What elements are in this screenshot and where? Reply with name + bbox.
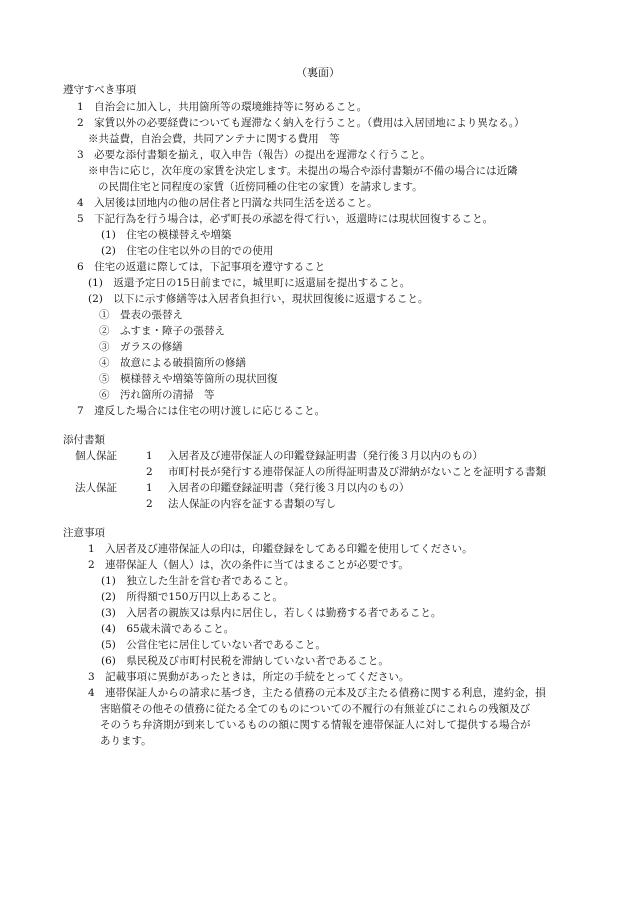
obligations-heading: 遵守すべき事項 [63, 84, 137, 96]
attachment-number: 2 [146, 498, 153, 510]
note-line: 1 入居者及び連帯保証人の印は，印鑑登録をしてある印鑑を使用してください。 [88, 543, 473, 555]
note-condition: (5) 公営住宅に居住していない者であること。 [101, 639, 326, 651]
repair-item: ④ 故意による破損箇所の修繕 [99, 357, 246, 369]
obligation-line: 2 家賃以外の必要経費についても遅滞なく納入を行うこと。（費用は入居団地により異なる。） [77, 117, 525, 129]
obligation-line: 5 下記行為を行う場合は，必ず町長の承認を得て行い，返還時には現状回復すること。 [77, 213, 494, 225]
corporate-guarantee-label: 法人保証 [75, 482, 117, 494]
note-condition: (2) 所得額で150万円以上あること。 [101, 591, 283, 603]
repair-item: ⑥ 汚れ箇所の清掃 等 [99, 389, 215, 401]
obligation-line: 3 必要な添付書類を揃え，収入申告（報告）の提出を遅滞なく行うこと。 [77, 149, 431, 161]
page-side-header: （裏面） [296, 66, 340, 79]
personal-guarantee-label: 個人保証 [75, 450, 117, 462]
note-line: 3 記載事項に異動があったときは，所定の手続をとってください。 [88, 671, 410, 683]
obligation-line: 7 違反した場合には住宅の明け渡しに応じること。 [77, 405, 326, 417]
attachment-item: 入居者及び連帯保証人の印鑑登録証明書（発行後３月以内のもの） [168, 450, 483, 462]
obligation-line: 6 住宅の返還に際しては，下記事項を遵守すること [77, 261, 326, 273]
note-line: 4 連帯保証人からの請求に基づき，主たる債務の元本及び主たる債務に関する利息，違約金，損 [88, 687, 546, 699]
repair-item: ③ ガラスの修繕 [99, 341, 183, 353]
obligation-line: 4 入居後は団地内の他の居住者と円満な共同生活を送ること。 [77, 197, 378, 209]
obligation-subitem: (1) 住宅の模様替えや増築 [101, 229, 232, 241]
obligation-note: ※申告に応じ，次年度の家賃を決定します。未提出の場合や添付書類が不備の場合には近隣 [88, 165, 518, 177]
obligation-note: の民間住宅と同程度の家賃（近傍同種の住宅の家賃）を請求します。 [98, 181, 423, 193]
note-line: 害賠償その他その債務に従たる全てのものについての不履行の有無並びにこれらの残額及び [100, 703, 531, 715]
obligation-subitem: (2) 以下に示す修繕等は入居者負担行い，現状回復後に返還すること。 [88, 293, 429, 305]
note-line: 2 連帯保証人（個人）は，次の条件に当てはまることが必要です。 [88, 559, 409, 571]
attachment-item: 市町村長が発行する連帯保証人の所得証明書及び滞納がないことを証明する書類 [168, 466, 546, 478]
note-condition: (3) 入居者の親族又は県内に居住し，若しくは勤務する者であること。 [101, 607, 442, 619]
note-condition: (6) 県民税及び市町村民税を滞納していない者であること。 [101, 655, 389, 667]
attachment-item: 法人保証の内容を証する書類の写し [168, 498, 336, 510]
note-line: そのうち弁済期が到来しているものの額に関する情報を連帯保証人に対して提供する場合が [100, 719, 531, 731]
note-condition: (1) 独立した生計を営む者であること。 [101, 575, 295, 587]
note-condition: (4) 65歳未満であること。 [101, 623, 235, 635]
obligation-subitem: (1) 返還予定日の15日前までに，城里町に返還届を提出すること。 [88, 277, 411, 289]
obligation-line: 1 自治会に加入し，共用箇所等の環境維持等に努めること。 [77, 101, 368, 113]
note-line: あります。 [100, 735, 152, 747]
obligation-subitem: (2) 住宅の住宅以外の目的での使用 [101, 245, 274, 257]
repair-item: ② ふすま・障子の張替え [99, 325, 225, 337]
repair-item: ① 畳表の張替え [99, 309, 183, 321]
repair-item: ⑤ 模様替えや増築等箇所の現状回復 [99, 373, 278, 385]
attachments-heading: 添付書類 [63, 434, 105, 446]
attachment-number: 1 [146, 482, 153, 494]
obligation-note: ※共益費，自治会費，共同アンテナに関する費用 等 [88, 133, 340, 145]
attachment-item: 入居者の印鑑登録証明書（発行後３月以内のもの） [168, 482, 410, 494]
notes-heading: 注意事項 [63, 527, 105, 539]
attachment-number: 1 [146, 450, 153, 462]
attachment-number: 2 [146, 466, 153, 478]
